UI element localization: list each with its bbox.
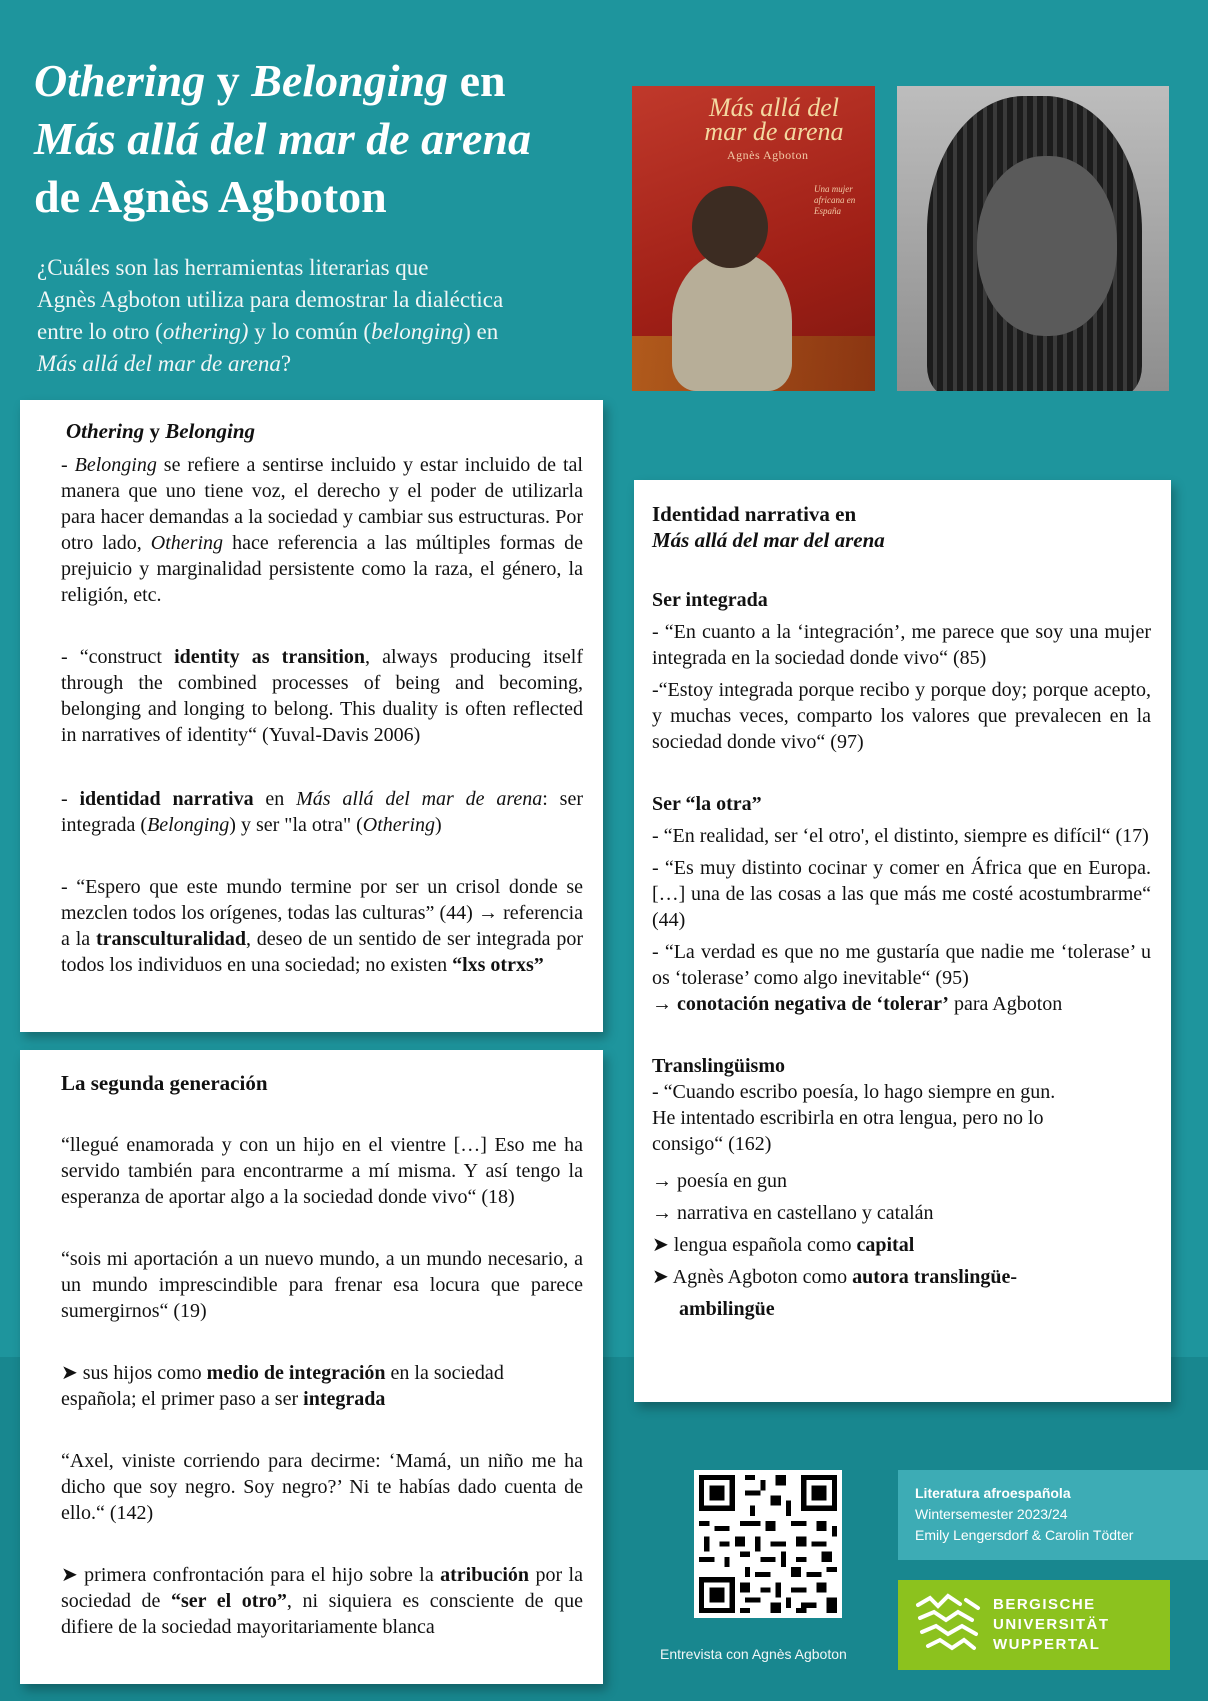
- qr-code-icon[interactable]: [694, 1470, 842, 1618]
- book-cover-image: Más allá del mar de arena Agnès Agboton Una mujer africana en España: [632, 86, 875, 391]
- section-title-translinguismo: Translingüismo: [652, 1055, 785, 1077]
- card-heading: Identidad narrativa en Más allá del mar del arena: [652, 502, 885, 552]
- quote-142: “Axel, viniste corriendo para decirme: ‘Mamá, un niño me ha dicho que soy negro. Soy negro?’ Ni te habías dado cuenta de ello.“ (142): [61, 1450, 583, 1524]
- bullet-capital: ➤ lengua española como capital: [652, 1234, 915, 1256]
- quote-18: “llegué enamorada y con un hijo en el vientre […] Eso me ha servido también para encontrarme a mí misma. Y así tengo la esperanza de aportar algo a la sociedad donde vivo“ (18): [61, 1134, 583, 1208]
- paragraph-definition: - Belonging se refiere a sentirse incluido y estar incluido de tal manera que uno tiene voz, el derecho y el poder de utilizarla para hacer demandas a la sociedad y cambiar sus estructuras. Por otro lado, Othering hace referencia a las múltiples formas de prejuicio y marginalidad persistente como la raza, el género, la religión, etc.: [61, 454, 583, 606]
- semester: Wintersemester 2023/24: [915, 1506, 1068, 1522]
- bullet-medio-integracion: ➤ sus hijos como medio de integración en la sociedad española; el primer paso a ser integrada: [61, 1362, 504, 1410]
- authors: Emily Lengersdorf & Carolin Tödter: [915, 1527, 1134, 1543]
- paragraph-identidad-narrativa: - identidad narrativa en Más allá del mar de arena: ser integrada (Belonging) y ser "la otra" (Othering): [61, 788, 583, 836]
- card-identidad-narrativa: [634, 480, 1171, 1402]
- bullet-autora-translingue: ➤ Agnès Agboton como autora translingüe- ambilingüe: [652, 1266, 1018, 1320]
- bullet-atribucion: ➤ primera confrontación para el hijo sobre la atribución por la sociedad de “ser el otro”, ni siquiera es consciente de que difiere de la sociedad mayoritariamente blanca: [61, 1564, 583, 1638]
- quote-85: - “En cuanto a la ‘integración’, me parece que soy una mujer integrada en la sociedad donde vivo“ (85): [652, 621, 1151, 669]
- paragraph-transculturalidad: - “Espero que este mundo termine por ser un crisol donde se mezclen todos los orígenes, todas las culturas” (44) → referencia a la transculturalidad, deseo de un sentido de ser integrada por todos los individuos en una sociedad; no existen “lxs otrxs”: [61, 876, 583, 976]
- card-segunda-generacion: [20, 1050, 603, 1684]
- section-title-ser-la-otra: Ser “la otra”: [652, 793, 762, 815]
- course-info-box: [898, 1470, 1208, 1560]
- lion-crest-icon: [908, 1590, 988, 1660]
- qr-caption: Entrevista con Agnès Agboton: [660, 1646, 847, 1662]
- quote-162: - “Cuando escribo poesía, lo hago siempre en gun. He intentado escribirla en otra lengua, pero no lo consigo“ (162): [652, 1081, 1056, 1155]
- quote-17: - “En realidad, ser ‘el otro', el distinto, siempre es difícil“ (17): [652, 825, 1149, 847]
- arrow-narrativa: → narrativa en castellano y catalán: [652, 1202, 934, 1224]
- poster-title: Othering y Belonging en Más allá del mar de arena de Agnès Agboton: [34, 55, 532, 222]
- quote-95: - “La verdad es que no me gustaría que nadie me ‘tolerase’ u os ‘tolerase’ como algo inevitable“ (95): [652, 941, 1151, 989]
- card-heading: Othering y Belonging: [66, 419, 256, 443]
- author-portrait-photo: [897, 86, 1169, 391]
- university-logo: BERGISCHE UNIVERSITÄT WUPPERTAL: [898, 1580, 1170, 1670]
- course-title: Literatura afroespañola: [915, 1485, 1071, 1501]
- section-title-ser-integrada: Ser integrada: [652, 589, 768, 611]
- quote-97: -“Estoy integrada porque recibo y porque doy; porque acepto, y muchas veces, comparto los valores que prevalecen en la sociedad donde vivo“ (97): [652, 679, 1151, 753]
- card-othering-belonging: [20, 400, 603, 1032]
- paragraph-yuval-davis: - “construct identity as transition, always producing itself through the combined processes of being and becoming, belonging and longing to belong. This duality is often reflected in narratives of identity“ (Yuval-Davis 2006): [61, 646, 583, 746]
- quote-19: “sois mi aportación a un nuevo mundo, a un mundo necesario, a un mundo imprescindible para frenar esa locura que parece sumergirnos“ (19): [61, 1248, 583, 1322]
- card-heading: La segunda generación: [61, 1071, 268, 1095]
- research-question: ¿Cuáles son las herramientas literarias que Agnès Agboton utiliza para demostrar la dialéctica entre lo otro (othering) y lo común (belonging) en Más allá del mar de arena?: [37, 255, 504, 376]
- quote-44: - “Es muy distinto cocinar y comer en África que en Europa. […] una de las cosas a las que más me costé acostumbrarme“ (44): [652, 857, 1151, 931]
- arrow-poesia-gun: → poesía en gun: [652, 1170, 787, 1192]
- arrow-tolerar: → conotación negativa de ‘tolerar’ para Agboton: [652, 993, 1063, 1015]
